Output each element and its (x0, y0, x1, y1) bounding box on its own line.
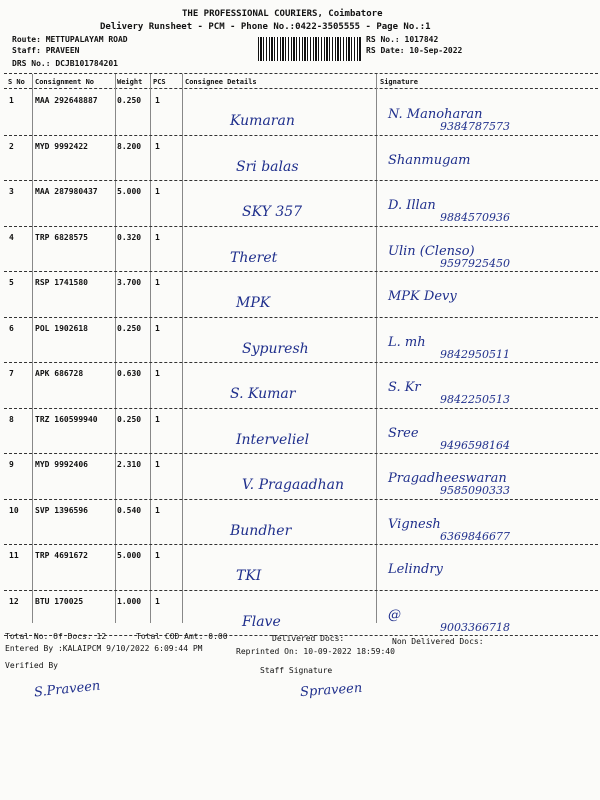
row-signature: Shanmugam (388, 152, 471, 168)
barcode (258, 37, 362, 61)
staff-value: PRAVEEN (45, 46, 80, 55)
row-pcs: 1 (155, 369, 160, 378)
row-consignee: Sypuresh (242, 340, 309, 357)
row-separator (4, 135, 598, 136)
row-separator (4, 317, 598, 318)
row-separator (4, 271, 598, 272)
row-phone: 9585090333 (440, 484, 510, 497)
row-consignment-no: MYD 9992422 (35, 141, 88, 151)
row-sno: 5 (9, 278, 14, 287)
drs-line (12, 59, 118, 68)
row-phone: 9597925450 (440, 256, 510, 270)
rs-no-line (366, 35, 438, 44)
row-pcs: 1 (155, 596, 160, 606)
total-cod: Total COD Amt: 0.00 (136, 632, 228, 641)
row-sno: 4 (9, 232, 14, 242)
row-sno: 9 (9, 460, 14, 469)
row-weight: 2.310 (117, 460, 142, 469)
row-consignment-no: TRP 4691672 (35, 551, 88, 560)
column-divider (115, 74, 116, 623)
entered-by: Entered By :KALAIPCM 9/10/2022 6:09:44 PM (5, 644, 203, 653)
row-pcs: 1 (155, 323, 160, 333)
rs-no-value: 1017842 (404, 35, 439, 44)
route-value: METTUPALAYAM ROAD (45, 35, 128, 44)
row-weight: 5.000 (117, 187, 142, 196)
document-title: THE PROFESSIONAL COURIERS, Coimbatore (182, 9, 383, 19)
rs-date-value: 10-Sep-2022 (409, 46, 463, 55)
column-header-signature: Signature (380, 78, 418, 86)
row-phone: 6369846677 (440, 529, 510, 543)
route-line (12, 35, 128, 44)
row-consignment-no: TRZ 160599940 (35, 414, 98, 424)
row-consignee: Interveliel (236, 431, 310, 448)
row-signature: S. Kr (388, 380, 421, 395)
row-phone: 9842950511 (440, 347, 510, 361)
column-divider (182, 74, 183, 623)
row-sno: 11 (9, 551, 19, 560)
row-consignment-no: MYD 9992406 (35, 460, 88, 469)
non-delivered-docs: Non Delivered Docs: (392, 637, 484, 646)
row-signature: L. mh (388, 334, 426, 350)
row-consignee: Flave (242, 613, 281, 630)
reprinted-on: Reprinted On: 10-09-2022 18:59:40 (236, 647, 395, 656)
row-phone: 9842250513 (440, 393, 510, 406)
row-sno: 8 (9, 414, 14, 424)
row-pcs: 1 (155, 278, 160, 287)
column-header-pcs: PCS (153, 78, 166, 86)
row-weight: 1.000 (117, 596, 142, 606)
verifier-signature: S.Praveen (33, 678, 101, 701)
row-phone: 9384787573 (440, 120, 510, 133)
column-header-consignee: Consignee Details (185, 78, 257, 86)
row-weight: 3.700 (117, 278, 142, 287)
row-consignment-no: MAA 292648887 (35, 96, 98, 105)
row-weight: 0.250 (117, 96, 142, 105)
row-phone: 9003366718 (440, 620, 510, 634)
row-weight: 0.320 (117, 232, 142, 242)
row-sno: 1 (9, 96, 14, 105)
column-header-weight: Weight (117, 78, 143, 86)
row-sno: 2 (9, 141, 14, 151)
row-consignee: V. Pragaadhan (242, 477, 345, 493)
row-consignee: MPK (236, 295, 271, 311)
staff-line (12, 46, 79, 55)
row-consignment-no: APK 686728 (35, 369, 84, 378)
rs-no-label: RS No.: (366, 35, 400, 44)
row-sno: 7 (9, 369, 14, 378)
row-consignee: Bundher (230, 522, 292, 539)
column-divider (32, 74, 33, 623)
row-weight: 5.000 (117, 551, 142, 560)
row-pcs: 1 (155, 141, 160, 151)
row-consignment-no: RSP 1741580 (35, 278, 88, 287)
row-pcs: 1 (155, 232, 160, 242)
row-consignment-no: BTU 170025 (35, 596, 84, 606)
row-pcs: 1 (155, 505, 160, 515)
drs-label: DRS No.: (12, 59, 51, 68)
row-sno: 6 (9, 323, 14, 333)
row-consignee: Theret (230, 249, 278, 266)
row-consignee: S. Kumar (230, 386, 296, 402)
row-separator (4, 180, 598, 181)
row-separator (4, 590, 598, 591)
row-weight: 0.630 (117, 369, 142, 378)
row-separator (4, 499, 598, 500)
row-sno: 3 (9, 187, 14, 196)
row-weight: 0.250 (117, 323, 142, 333)
row-signature: MPK Devy (388, 289, 457, 304)
row-signature: Vignesh (388, 516, 441, 532)
delivered-docs: Delivered Docs: (272, 634, 345, 643)
row-pcs: 1 (155, 414, 160, 424)
row-signature: D. Illan (388, 198, 436, 213)
row-weight: 0.250 (117, 414, 142, 424)
row-separator (4, 226, 598, 227)
rs-date-label: RS Date: (366, 46, 405, 55)
row-consignment-no: MAA 287980437 (35, 187, 98, 196)
column-divider (376, 74, 377, 623)
row-separator (4, 362, 598, 363)
row-pcs: 1 (155, 551, 160, 560)
row-consignment-no: TRP 6828575 (35, 232, 88, 242)
staff-signature-label: Staff Signature (260, 666, 333, 675)
row-phone: 9884570936 (440, 211, 510, 224)
row-pcs: 1 (155, 460, 160, 469)
row-consignee: SKY 357 (242, 204, 303, 220)
row-consignee: Kumaran (230, 113, 295, 129)
row-separator (4, 408, 598, 409)
row-signature: Pragadheeswaran (388, 471, 507, 486)
row-sno: 12 (9, 596, 19, 606)
row-weight: 0.540 (117, 505, 142, 515)
staff-signature: Spraveen (299, 680, 363, 701)
row-consignee: Sri balas (236, 158, 299, 175)
row-consignment-no: SVP 1396596 (35, 505, 88, 515)
rs-date-line (366, 46, 462, 55)
header-bottom-rule (4, 88, 598, 89)
column-header-consignment: Consignment No (35, 78, 95, 86)
row-weight: 8.200 (117, 141, 142, 151)
row-consignment-no: POL 1902618 (35, 323, 88, 333)
drs-value: DCJB101784201 (55, 59, 118, 68)
row-consignee: TKI (236, 568, 262, 584)
column-divider (150, 74, 151, 623)
row-signature: Lelindry (388, 562, 443, 577)
row-separator (4, 453, 598, 454)
verified-by-label: Verified By (5, 661, 58, 670)
row-pcs: 1 (155, 96, 160, 105)
row-signature: Ulin (Clenso) (388, 243, 475, 259)
row-sno: 10 (9, 505, 19, 515)
column-header-sno: S No (8, 78, 25, 86)
row-signature: N. Manoharan (388, 107, 483, 122)
row-signature: Sree (388, 425, 419, 441)
route-label: Route: (12, 35, 41, 44)
row-pcs: 1 (155, 187, 160, 196)
document-subtitle: Delivery Runsheet - PCM - Phone No.:0422-3505555 - Page No.:1 (100, 22, 431, 32)
staff-label: Staff: (12, 46, 41, 55)
row-phone: 9496598164 (440, 438, 510, 452)
total-docs: Total No. Of Docs: 12 (5, 632, 107, 641)
table-top-rule (4, 73, 598, 74)
row-signature: @ (388, 607, 401, 623)
row-separator (4, 544, 598, 545)
